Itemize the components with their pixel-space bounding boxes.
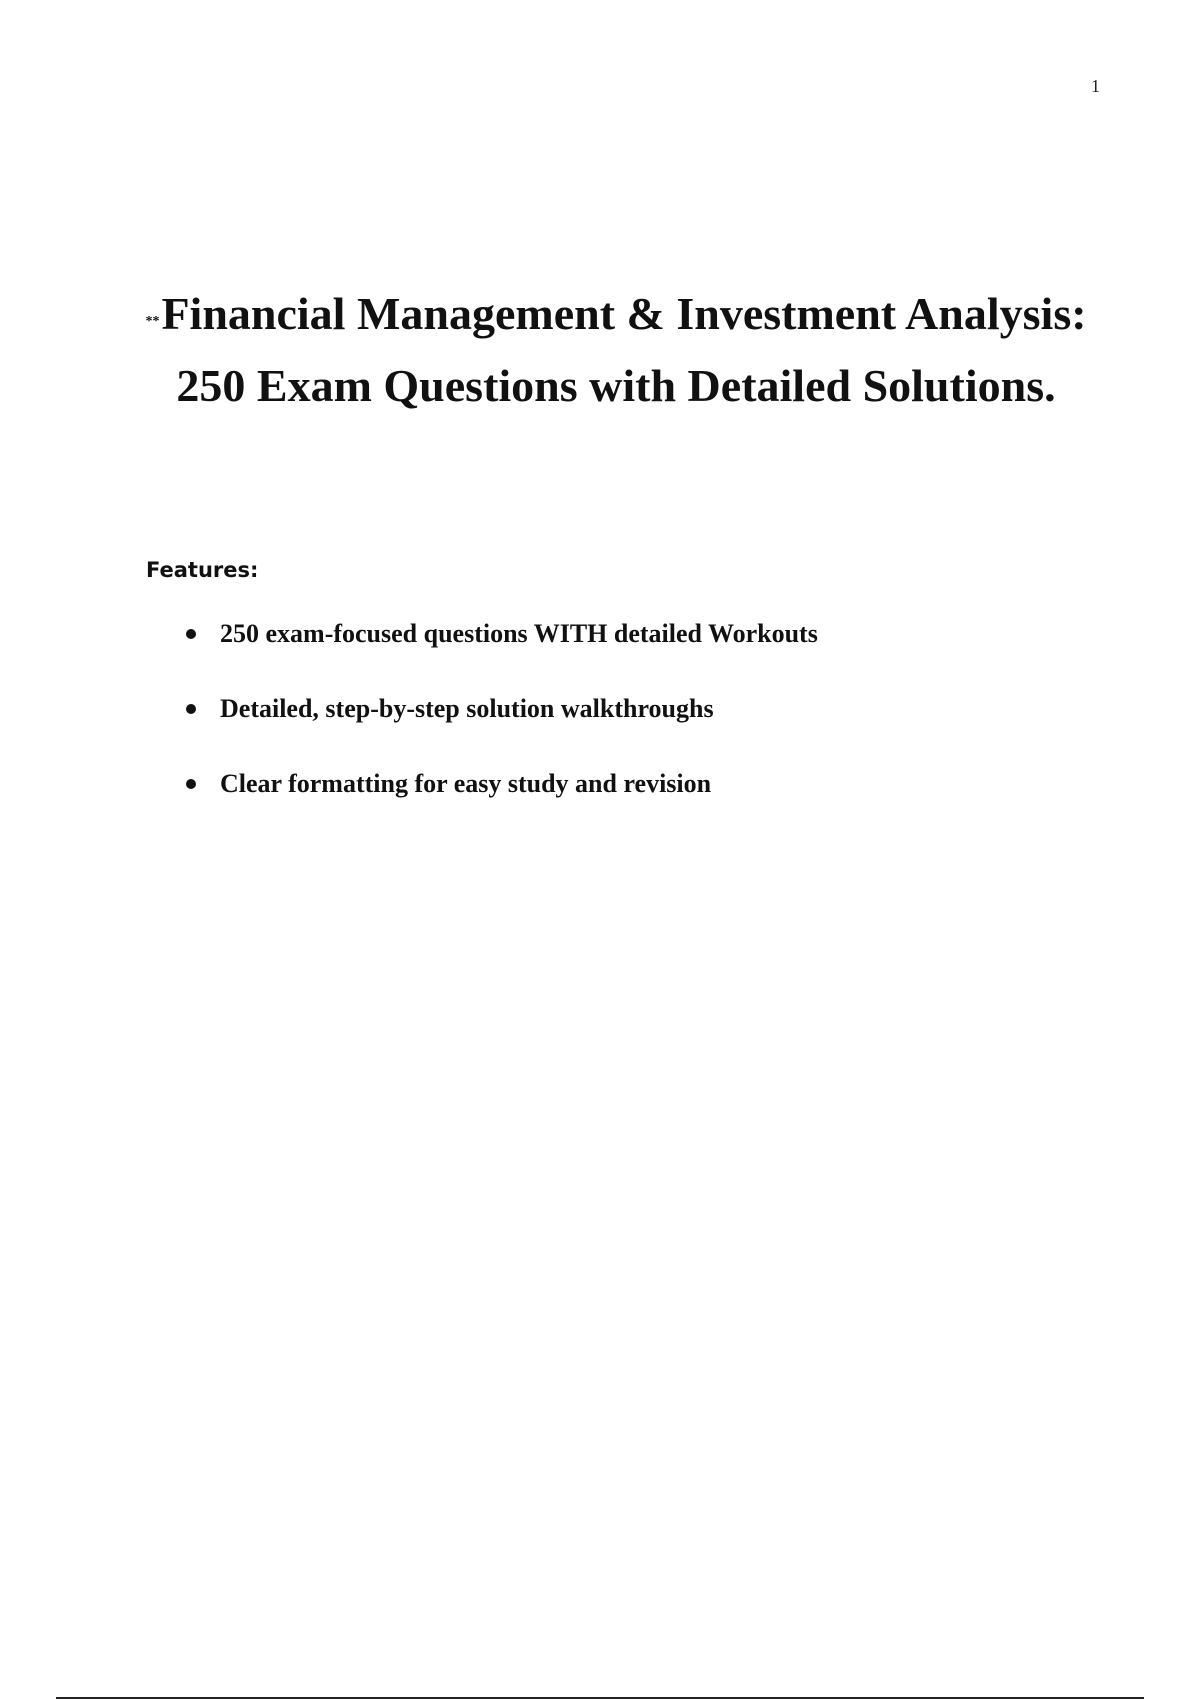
document-title [120,282,1112,418]
title-text: Financial Management & Investment Analysis: 250 Exam Questions with Detailed Solutions. [161,288,1087,411]
features-heading: Features: [146,558,259,582]
footer-rule [56,1697,1144,1699]
feature-text: Detailed, step-by-step solution walkthroughs [220,694,714,723]
feature-item [180,762,818,806]
feature-text: Clear formatting for easy study and revision [220,769,712,798]
title-mark: ** [145,314,160,329]
bullet-icon [186,629,196,639]
bullet-icon [186,779,196,789]
bullet-icon [186,704,196,714]
feature-list [180,612,818,837]
feature-item [180,687,818,731]
feature-text: 250 exam-focused questions WITH detailed Workouts [220,619,818,648]
feature-item [180,612,818,656]
page-number: 1 [1091,76,1100,96]
